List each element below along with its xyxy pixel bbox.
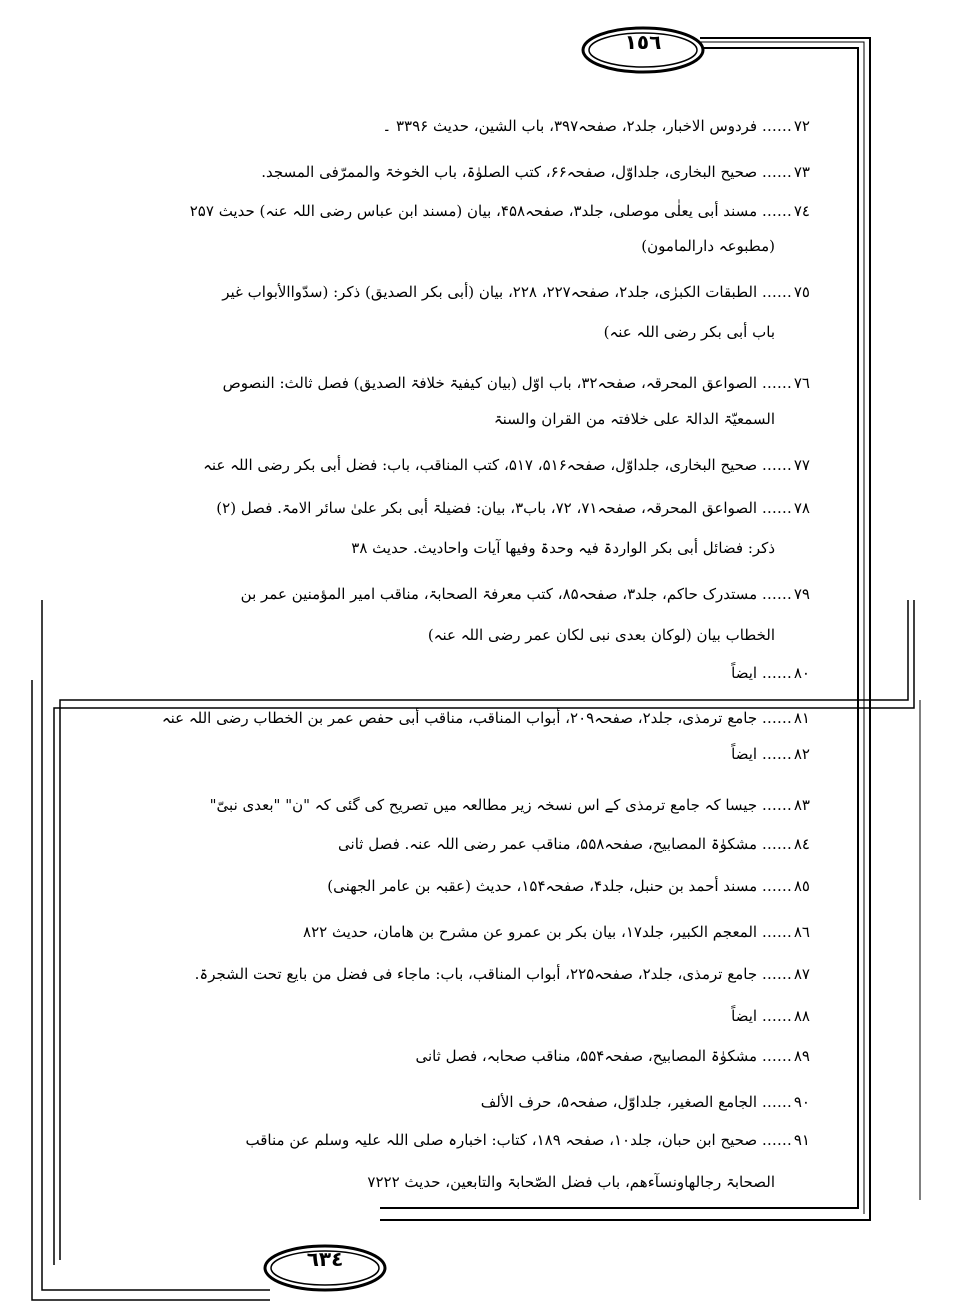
footnote-77 [203, 455, 810, 475]
footnote-number: ٨٠ [793, 664, 810, 682]
footnote-number: ٧٧ [793, 456, 810, 474]
footnote-number: ٨٨ [793, 1007, 810, 1025]
footnote-text: …… ایضاً [731, 664, 792, 682]
footnote-text: …… جامع ترمذی، جلد۲، صفحہ۲۰۹، أبواب المناقب، مناقب أبی حفص عمر بن الخطاب رضی اللہ عنہ [161, 709, 792, 727]
footnote-74-continuation: (مطبوعہ دارالمامون) [641, 237, 775, 255]
footnote-82 [731, 744, 810, 764]
footnote-text: …… صحیح البخاری، جلداوّل، صفحہ۶۶، کتب الصلوٰۃ، باب الخوخۃ والممرّفی المسجد. [261, 163, 792, 181]
footnote-text: …… الصواعق المحرقہ، صفحہ۷۱، ۷۲، باب۳، بیان: فضیلۃ أبی بکر علیٰ سائر الامۃ. فصل (۲) [216, 499, 792, 517]
footnote-number: ٨٦ [793, 923, 810, 941]
footnote-text: …… جامع ترمذی، جلد۲، صفحہ۲۲۵، أبواب المناقب، باب: ماجاء فی فضل من بایع تحت الشجرۃ. [194, 965, 792, 983]
footnote-number: ٨٧ [793, 965, 810, 983]
footnote-76 [100, 373, 810, 393]
footnote-text: …… صحیح البخاری، جلداوّل، صفحہ۵۱۶، ۵۱۷، کتب المناقب، باب: فضل أبی بکر رضی اللہ عنہ [203, 456, 792, 474]
page-number-top: ١٥٦ [624, 30, 662, 54]
footnote-75 [100, 282, 810, 302]
footnote-83 [210, 795, 810, 815]
footnote-91-continuation: الصحابۃ رجالھاونسآءھم، باب فضل الصّحابۃ والتابعین، حدیث ۷۲۲۲ [367, 1173, 775, 1191]
footnote-78-continuation: ذکر: فضائل أبی بکر الواردۃ فیہ وحدۃ وفیھا آیات واحادیث. حدیث ۳۸ [351, 539, 775, 557]
footnote-number: ٧٦ [793, 374, 810, 392]
footnote-75-continuation: باب أبی بکر رضی اللہ عنہ) [603, 323, 775, 341]
footnote-78 [100, 498, 810, 518]
footnote-number: ٧٤ [793, 202, 810, 220]
footnote-number: ٧٢ [793, 117, 810, 135]
footnote-74 [100, 201, 810, 221]
footnote-text: …… مشکوٰۃ المصابیح، صفحہ۵۵۴، مناقب صحابہ، فصل ثانی [415, 1047, 792, 1065]
footnote-text: …… جیسا کہ جامع ترمذی کے اس نسخہ زیر مطالعہ میں تصریح کی گئی کہ "ن" "بعدی نبیّ" [209, 796, 792, 814]
footnote-text: …… المعجم الکبیر، جلد۱۷، بیان بکر بن عمرو عن مشرح بن ھامان، حدیث ۸۲۲ [303, 923, 792, 941]
footnote-text: …… صحیح ابن حبان، جلد۱۰، صفحہ ۱۸۹، کتاب: اخبارہ صلی اللہ علیہ وسلم عن مناقب [245, 1131, 792, 1149]
footnote-text: …… مسند أبی یعلٰی موصلی، جلد۳، صفحہ۴۵۸، بیان (مسند ابن عباس رضی اللہ عنہ) حدیث ۲۵۷ [189, 202, 792, 220]
footnote-73 [261, 162, 810, 182]
footnote-84 [338, 834, 810, 854]
footnote-81 [162, 708, 810, 728]
footnote-text: …… ایضاً [731, 1007, 792, 1025]
footnote-79 [100, 584, 810, 604]
footnote-number: ٧٥ [793, 283, 810, 301]
footnote-89 [415, 1046, 810, 1066]
footnote-text: …… الطبقات الکبرٰی، جلد۲، صفحہ۲۲۷، ۲۲۸، بیان (أبی بکر الصدیق) ذکر: (سدّواالأبواب غیر [222, 283, 792, 301]
footnote-number: ٨٤ [793, 835, 810, 853]
footnote-number: ٨٩ [793, 1047, 810, 1065]
footnote-number: ٧٣ [793, 163, 810, 181]
footnote-87 [195, 964, 810, 984]
footnote-text: …… الصواعق المحرقہ، صفحہ۳۲، باب اوّل (بیان کیفیۃ خلافۃ الصدیق) فصل ثالث: النصوص [222, 374, 792, 392]
footnote-72 [382, 116, 810, 136]
footnote-text: …… الجامع الصغیر، جلداوّل، صفحہ۵، حرف الألف [480, 1093, 792, 1111]
footnote-text: …… مسند أحمد بن حنبل، جلد۴، صفحہ۱۵۴، حدیث (عقبہ بن عامر الجھنی) [327, 877, 792, 895]
footnote-85 [327, 876, 810, 896]
footnote-88 [731, 1006, 810, 1026]
footnote-number: ٨٢ [793, 745, 810, 763]
page-number-bottom: ٦٣٤ [306, 1247, 344, 1271]
footnote-90 [481, 1092, 810, 1112]
footnote-text: …… مستدرک حاکم، جلد۳، صفحہ۸۵، کتب معرفۃ الصحابۃ، مناقب امیر المؤمنین عمر بن [240, 585, 792, 603]
footnote-number: ٨١ [793, 709, 810, 727]
footnote-number: ٨٥ [793, 877, 810, 895]
footnote-text: …… فردوس الاخبار، جلد۲، صفحہ۳۹۷، باب الشین، حدیث ۳۳۹۶ ۔ [382, 117, 792, 135]
footnote-number: ٧٩ [793, 585, 810, 603]
footnote-number: ٩١ [793, 1131, 810, 1149]
footnote-text: …… ایضاً [731, 745, 792, 763]
footnote-76-continuation: السمعیّۃ الدالۃ علی خلافتہ من القران والسنۃ [493, 410, 775, 428]
footnote-number: ٨٣ [793, 796, 810, 814]
footnote-80 [731, 663, 810, 683]
footnote-86 [303, 922, 810, 942]
footnote-text: …… مشکوٰۃ المصابیح، صفحہ۵۵۸، مناقب عمر رضی اللہ عنہ. فصل ثانی [338, 835, 792, 853]
footnote-number: ٧٨ [793, 499, 810, 517]
footnote-number: ٩٠ [793, 1093, 810, 1111]
footnote-91 [100, 1130, 810, 1150]
footnote-79-continuation: الخطاب بیان (لوکان بعدی نبی لکان عمر رضی اللہ عنہ) [427, 626, 775, 644]
